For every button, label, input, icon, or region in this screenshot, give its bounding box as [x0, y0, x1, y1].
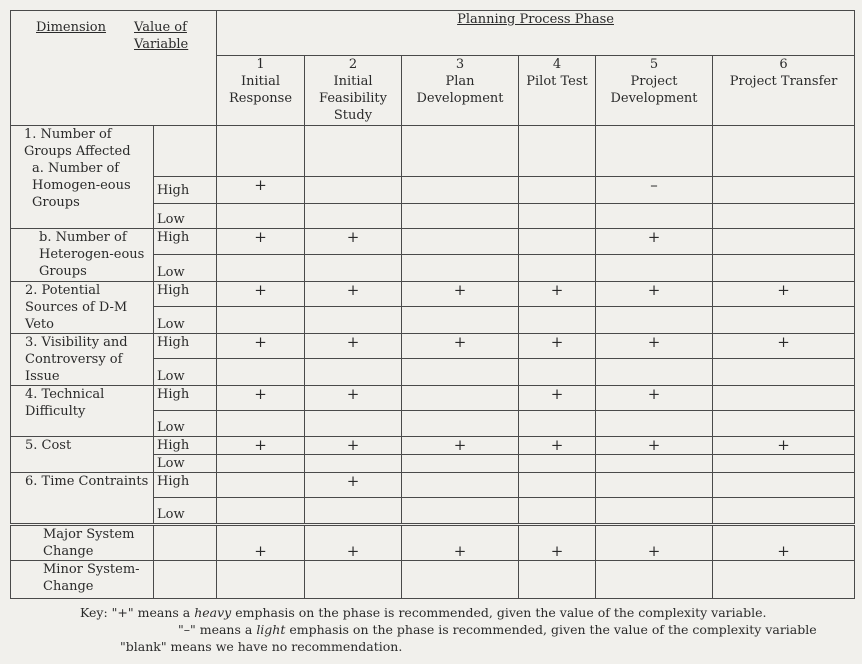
empty-cell: [519, 498, 596, 525]
mark-cell: +: [305, 473, 402, 498]
mark-cell: [596, 473, 713, 498]
table-row: [11, 525, 855, 561]
dimension-heading: Dimension: [36, 20, 107, 35]
empty-cell: [519, 411, 596, 437]
planning-process-phase-cell: [217, 11, 855, 56]
empty-cell: [713, 204, 855, 229]
mark-cell: +: [596, 437, 713, 455]
phase-number: 4: [552, 57, 562, 72]
mark-cell: [402, 473, 519, 498]
empty-cell: [402, 498, 519, 525]
value-low: Low: [154, 498, 217, 525]
major-system-change-label: Major System Change: [11, 525, 154, 561]
key-line-minus: [80, 621, 817, 638]
empty-cell: [519, 204, 596, 229]
value-high: High: [154, 282, 217, 307]
empty-cell: [519, 307, 596, 334]
phase-number: 6: [779, 57, 788, 72]
key-heavy-word: heavy: [194, 605, 232, 620]
empty-cell: [596, 411, 713, 437]
empty-cell: [519, 126, 596, 177]
mark-cell: [305, 177, 402, 204]
key-line-plus: [80, 604, 817, 621]
phase-number: 1: [256, 57, 265, 72]
phase-6-header: [713, 56, 855, 126]
phase-name: Initial Response: [228, 74, 293, 106]
key-minus-text: "–" means a: [178, 622, 253, 637]
mark-cell: +: [713, 525, 855, 561]
empty-cell: [596, 561, 713, 599]
value-low: Low: [154, 307, 217, 334]
empty-cell: [713, 411, 855, 437]
mark-cell: +: [305, 334, 402, 359]
phase-2-header: [305, 56, 402, 126]
mark-cell: +: [402, 334, 519, 359]
empty-cell: [305, 126, 402, 177]
value-low: Low: [154, 455, 217, 473]
table-row: [11, 126, 855, 177]
empty-cell: [713, 126, 855, 177]
table-row: [11, 561, 855, 599]
value-high: High: [154, 437, 217, 455]
empty-cell: [519, 561, 596, 599]
phase-name: Pilot Test: [526, 74, 588, 89]
mark-cell: +: [217, 437, 305, 455]
empty-cell: [519, 359, 596, 386]
mark-cell: +: [217, 334, 305, 359]
table-row: [11, 437, 855, 455]
table-row: [11, 473, 855, 498]
mark-cell: [713, 386, 855, 411]
empty-cell: [402, 255, 519, 282]
empty-cell: [154, 525, 217, 561]
empty-cell: [402, 307, 519, 334]
empty-cell: [596, 126, 713, 177]
empty-cell: [217, 455, 305, 473]
empty-cell: [402, 126, 519, 177]
phase-number: 3: [455, 57, 465, 72]
header-left-cell: [11, 11, 217, 126]
mark-cell: +: [519, 525, 596, 561]
mark-cell: [217, 473, 305, 498]
empty-cell: [713, 307, 855, 334]
mark-cell: +: [596, 334, 713, 359]
table-row: [11, 334, 855, 359]
phase-name: Initial Feasibility Study: [319, 74, 387, 123]
empty-cell: [596, 307, 713, 334]
empty-cell: [305, 411, 402, 437]
empty-cell: [217, 126, 305, 177]
mark-cell: +: [519, 282, 596, 307]
mark-cell: +: [217, 525, 305, 561]
empty-cell: [596, 204, 713, 229]
key-line-blank: "blank" means we have no recommendation.: [120, 639, 403, 654]
key-prefix: Key:: [80, 605, 108, 620]
mark-cell: +: [402, 282, 519, 307]
mark-cell: +: [596, 386, 713, 411]
table-row: [11, 386, 855, 411]
empty-cell: [713, 359, 855, 386]
planning-matrix-table: [10, 10, 855, 599]
mark-cell: [713, 229, 855, 255]
empty-cell: [519, 455, 596, 473]
mark-cell: +: [305, 282, 402, 307]
mark-cell: [519, 473, 596, 498]
value-high: High: [154, 386, 217, 411]
empty-cell: [713, 498, 855, 525]
mark-cell: [519, 177, 596, 204]
header-row: [11, 11, 855, 56]
key-minus-rest: emphasis on the phase is recommended, given the value of the complexity variable: [289, 622, 817, 637]
mark-cell: [402, 386, 519, 411]
mark-cell: +: [217, 282, 305, 307]
empty-cell: [217, 359, 305, 386]
empty-cell: [217, 255, 305, 282]
row-2-label: 2. Potential Sources of D-M Veto: [11, 282, 154, 334]
mark-cell: +: [305, 229, 402, 255]
empty-cell: [217, 498, 305, 525]
empty-cell: [596, 359, 713, 386]
table-row: [11, 229, 855, 255]
table-row: [11, 282, 855, 307]
mark-cell: [713, 177, 855, 204]
mark-cell: +: [519, 437, 596, 455]
phase-number: 5: [649, 57, 659, 72]
mark-cell: +: [713, 282, 855, 307]
value-low: Low: [154, 359, 217, 386]
mark-cell: +: [305, 386, 402, 411]
mark-cell: [713, 473, 855, 498]
empty-cell: [305, 561, 402, 599]
empty-cell: [713, 561, 855, 599]
value-low: Low: [154, 411, 217, 437]
row-6-label: 6. Time Contraints: [11, 473, 154, 525]
mark-cell: +: [402, 525, 519, 561]
mark-cell: [402, 177, 519, 204]
mark-cell: [519, 229, 596, 255]
empty-cell: [713, 455, 855, 473]
mark-cell: +: [596, 282, 713, 307]
value-low: Low: [154, 255, 217, 282]
empty-cell: [596, 498, 713, 525]
empty-cell: [596, 455, 713, 473]
empty-cell: [154, 561, 217, 599]
empty-cell: [402, 204, 519, 229]
empty-cell: [402, 359, 519, 386]
empty-cell: [305, 204, 402, 229]
row-3-label: 3. Visibility and Controversy of Issue: [11, 334, 154, 386]
empty-cell: [217, 411, 305, 437]
mark-cell: –: [596, 177, 713, 204]
value-high: High: [154, 334, 217, 359]
row-1a-label: a. Number of Homogen-eous Groups: [32, 161, 131, 210]
empty-cell: [305, 255, 402, 282]
row-4-label: 4. Technical Difficulty: [11, 386, 154, 437]
phase-name: Project Development: [610, 74, 698, 106]
empty-cell: [519, 255, 596, 282]
phase-4-header: [519, 56, 596, 126]
empty-cell: [305, 307, 402, 334]
value-high: High: [154, 177, 217, 204]
row-1-dimension: [11, 126, 154, 229]
phase-name: Project Transfer: [729, 74, 838, 89]
empty-cell: [402, 411, 519, 437]
empty-cell: [713, 255, 855, 282]
key-light-word: light: [256, 622, 286, 637]
phase-number: 2: [348, 57, 358, 72]
key-plus-rest: emphasis on the phase is recommended, given the value of the complexity variable.: [235, 605, 767, 620]
value-high: High: [154, 473, 217, 498]
phase-3-header: [402, 56, 519, 126]
value-high: High: [154, 229, 217, 255]
empty-cell: [305, 498, 402, 525]
mark-cell: [402, 229, 519, 255]
empty-cell: [402, 455, 519, 473]
phase-1-header: [217, 56, 305, 126]
mark-cell: +: [305, 437, 402, 455]
mark-cell: +: [217, 229, 305, 255]
mark-cell: +: [519, 386, 596, 411]
empty-cell: [217, 204, 305, 229]
row-1-title: 1. Number of Groups Affected: [24, 127, 131, 159]
mark-cell: +: [596, 525, 713, 561]
empty-cell: [305, 455, 402, 473]
mark-cell: +: [217, 177, 305, 204]
planning-process-phase-heading: Planning Process Phase: [457, 12, 614, 27]
mark-cell: +: [305, 525, 402, 561]
mark-cell: +: [217, 386, 305, 411]
empty-cell: [217, 561, 305, 599]
empty-cell: [305, 359, 402, 386]
mark-cell: +: [713, 334, 855, 359]
value-of-variable-heading: Value of Variable: [134, 20, 189, 52]
empty-cell: [154, 126, 217, 177]
row-1b-label: b. Number of Heterogen-eous Groups: [11, 229, 154, 282]
empty-cell: [217, 307, 305, 334]
key-legend: [80, 604, 817, 655]
mark-cell: +: [713, 437, 855, 455]
minor-system-change-label: Minor System-Change: [11, 561, 154, 599]
mark-cell: +: [596, 229, 713, 255]
phase-name: Plan Development: [416, 74, 504, 106]
mark-cell: +: [402, 437, 519, 455]
empty-cell: [596, 255, 713, 282]
value-low: Low: [154, 204, 217, 229]
key-plus-text: "+" means a: [111, 605, 191, 620]
empty-cell: [402, 561, 519, 599]
phase-5-header: [596, 56, 713, 126]
mark-cell: +: [519, 334, 596, 359]
row-5-label: 5. Cost: [11, 437, 154, 473]
